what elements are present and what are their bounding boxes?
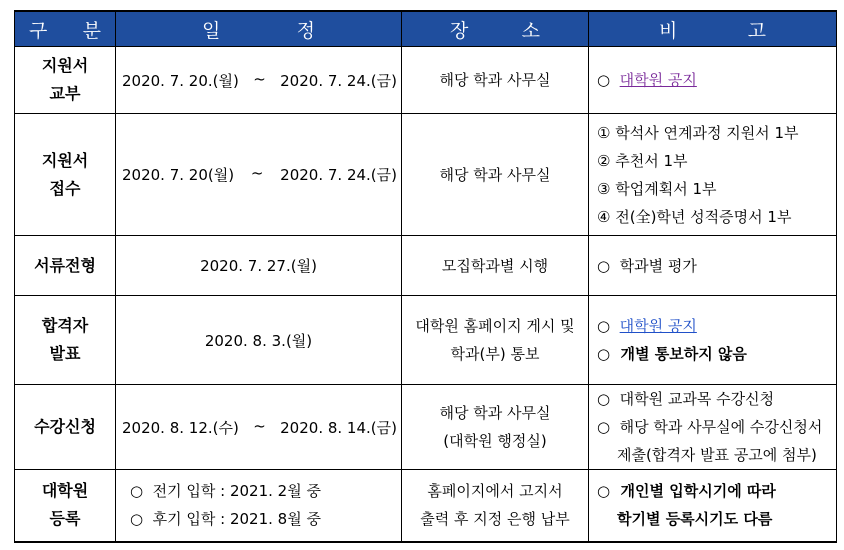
row-category: 합격자 발표 bbox=[15, 296, 116, 385]
row-schedule: ○ 전기 입학 : 2021. 2월 중 ○ 후기 입학 : 2021. 8월 중 bbox=[116, 470, 402, 542]
row-place: 해당 학과 사무실 bbox=[402, 114, 589, 236]
row-category: 서류전형 bbox=[15, 236, 116, 296]
row-schedule: 2020. 7. 27.(월) bbox=[116, 236, 402, 296]
row-note: ① 학석사 연계과정 지원서 1부 ② 추천서 1부 ③ 학업계획서 1부 ④ 전(全)학년 성적증명서 1부 bbox=[589, 114, 837, 236]
table-row bbox=[15, 236, 837, 296]
row-place: 홈페이지에서 고지서 출력 후 지정 은행 납부 bbox=[402, 470, 589, 542]
row-note: ○ 대학원 교과목 수강신청 ○ 해당 학과 사무실에 수강신청서 제출(합격자 발표 공고에 첨부) bbox=[589, 385, 837, 470]
row-place: 해당 학과 사무실 (대학원 행정실) bbox=[402, 385, 589, 470]
row-place: 해당 학과 사무실 bbox=[402, 47, 589, 114]
table-row bbox=[15, 114, 837, 236]
table-row bbox=[15, 385, 837, 470]
row-category: 대학원 등록 bbox=[15, 470, 116, 542]
graduate-notice-link[interactable]: 대학원 공지 bbox=[619, 71, 697, 89]
header-row bbox=[15, 11, 837, 47]
row-note: ○ 학과별 평가 bbox=[589, 236, 837, 296]
graduate-notice-link[interactable]: 대학원 공지 bbox=[619, 317, 697, 335]
header-note: 비 고 bbox=[589, 11, 837, 47]
header-place: 장 소 bbox=[402, 11, 589, 47]
row-schedule: 2020. 7. 20(월) ~ 2020. 7. 24.(금) bbox=[116, 114, 402, 236]
row-place: 대학원 홈페이지 게시 및 학과(부) 통보 bbox=[402, 296, 589, 385]
header-category: 구 분 bbox=[15, 11, 116, 47]
table-row bbox=[15, 470, 837, 542]
row-schedule: 2020. 7. 20.(월) ~ 2020. 7. 24.(금) bbox=[116, 47, 402, 114]
row-category: 지원서 접수 bbox=[15, 114, 116, 236]
row-category: 지원서 교부 bbox=[15, 47, 116, 114]
row-note: ○ 대학원 공지 bbox=[589, 47, 837, 114]
row-schedule: 2020. 8. 3.(월) bbox=[116, 296, 402, 385]
row-note: ○ 대학원 공지 ○ 개별 통보하지 않음 bbox=[589, 296, 837, 385]
row-schedule: 2020. 8. 12.(수) ~ 2020. 8. 14.(금) bbox=[116, 385, 402, 470]
table-row bbox=[15, 47, 837, 114]
row-category: 수강신청 bbox=[15, 385, 116, 470]
schedule-table bbox=[14, 10, 837, 543]
table-row bbox=[15, 296, 837, 385]
header-schedule: 일 정 bbox=[116, 11, 402, 47]
row-note: ○ 개인별 입학시기에 따라 학기별 등록시기도 다름 bbox=[589, 470, 837, 542]
row-place: 모집학과별 시행 bbox=[402, 236, 589, 296]
